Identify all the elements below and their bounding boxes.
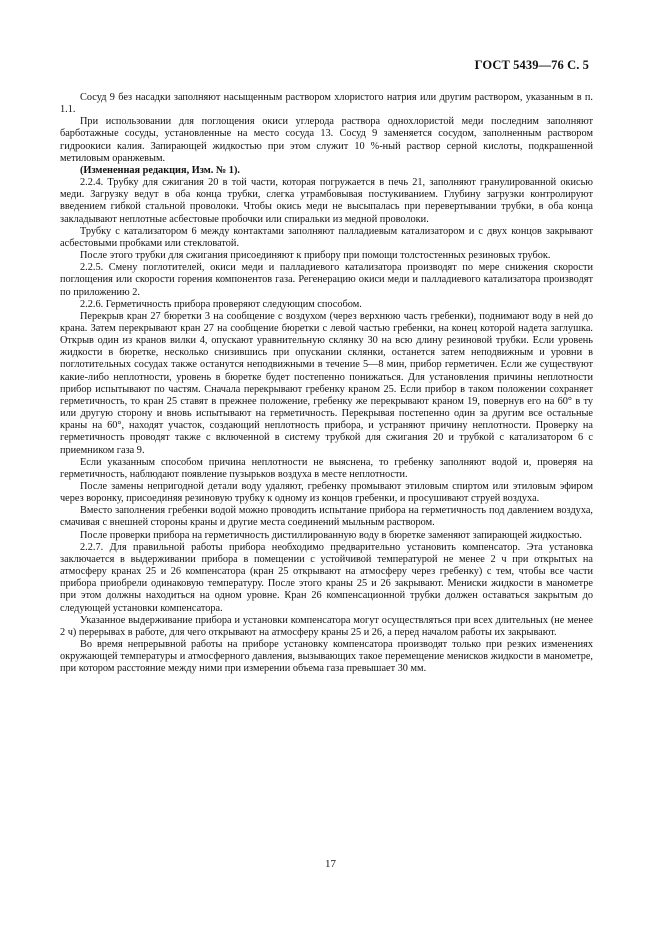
paragraph: Если указанным способом причина неплотности не выяснена, то гребенку заполняют водой и, проверяя на герметичность, наблюдают появление пузырьков воздуха в месте неплотности. xyxy=(60,456,593,480)
amendment-note: (Измененная редакция, Изм. № 1). xyxy=(80,164,240,176)
page-header: ГОСТ 5439—76 С. 5 xyxy=(474,58,589,72)
paragraph: После замены непригодной детали воду удаляют, гребенку промывают этиловым спиртом или этиловым эфиром через воронку, присоединяя резиновую трубку к одному из концов гребенки, и просушивают струей воздуха. xyxy=(60,481,593,505)
paragraph: Указанное выдерживание прибора и установки компенсатора могут осуществляться при всех длительных (не менее 2 ч) перерывах в работе, для чего открывают на атмосферу краны 25 и 26, а перед началом работы их закрывают. xyxy=(60,614,593,638)
paragraph: 2.2.4. Трубку для сжигания 20 в той части, которая погружается в печь 21, заполняют гранулированной окисью меди. Загрузку ведут в оба конца трубки, слегка утрамбовывая постукиванием. Глубину загрузки контролируют введением гибкой стальной проволоки. Чтобы окись меди не высыпалась при перевертывании трубки, в оба конца закладывают неплотные асбестовые пробочки или спиральки из медной проволоки. xyxy=(60,177,593,225)
paragraph: После проверки прибора на герметичность дистиллированную воду в бюретке заменяют запирающей жидкостью. xyxy=(80,529,582,541)
paragraph: Во время непрерывной работы на приборе установку компенсатора производят только при резких изменениях окружающей температуры и атмосферного давления, вызывающих такое перемещение менисков жидкости в манометре, при котором расстояние между ними при измерении объема газа превышает 30 мм. xyxy=(60,639,593,675)
paragraph: При использовании для поглощения окиси углерода раствора однохлористой меди последним заполняют барботажные сосуды, установленные на место сосуда 13. Сосуд 9 заменяется сосудом, заполненным раствором гидроокиси калия. Запирающей жидкостью при этом служит 10 %-ный раствор серной кислоты, подкрашенной метиловым оранжевым. xyxy=(60,116,593,164)
document-body xyxy=(60,92,593,676)
paragraph: 2.2.6. Герметичность прибора проверяют следующим способом. xyxy=(80,298,362,310)
paragraph: Перекрыв кран 27 бюретки 3 на сообщение с воздухом (через верхнюю часть гребенки), поднимают воду в ней до крана. Затем перекрывают кран 27 на сообщение бюретки с левой частью гребенки, на конец которой надета заглушка. Открыв один из кранов вилки 4, опускают уравнительную склянку 30 на всю длину резиновой трубки. Если уровень жидкости в бюретке, несколько снизившись при опускании склянки, останется затем неподвижным и уровни в поглотительных сосудах также останутся неподвижными в течение 5—8 мин, прибор герметичен. Если же существуют какие-либо неплотности, уровень в бюретке будет постепенно понижаться. Для установления причины неплотности прибор испытывают по частям. Сначала перекрывают гребенку краном 25. Если прибор в таком положении сохраняет герметичность, то кран 25 ставят в прежнее положение, гребенку же перекрывают краном 19, повернув его на 60° в ту или другую сторону и вновь испытывают на герметичность. Перекрывая постепенно один за другим все остальные краны на 60°, находят участок, создающий неплотность прибора, и устраняют причину неплотности. Проверку на герметичность проводят также с включенной в систему трубкой для сжигания 20 и трубкой с катализатором 6 с приемником газа 9. xyxy=(60,310,593,456)
paragraph: После этого трубки для сжигания присоединяют к прибору при помощи толстостенных резиновых трубок. xyxy=(80,250,551,262)
paragraph: 2.2.5. Смену поглотителей, окиси меди и палладиевого катализатора производят по мере снижения скорости поглощения или скорости горения компонентов газа. Регенерацию окиси меди и палладиевого катализатора производят по приложению 2. xyxy=(60,262,593,298)
paragraph: Трубку с катализатором 6 между контактами заполняют палладиевым катализатором и с двух концов закрывают асбестовыми пробками или стекловатой. xyxy=(60,225,593,249)
paragraph: Вместо заполнения гребенки водой можно проводить испытание прибора на герметичность под давлением воздуха, смачивая с внешней стороны краны и другие места соединений мыльным раствором. xyxy=(60,505,593,529)
paragraph: 2.2.7. Для правильной работы прибора необходимо предварительно установить компенсатор. Эта установка заключается в выдерживании прибора в помещении с устойчивой температурой не менее 2 ч при открытых на атмосферу кранах 25 и 26 компенсатора (кран 25 открывают на атмосферу через гребенку) с тем, чтобы все части прибора приобрели одинаковую температуру. После этого краны 25 и 26 закрывают. Мениски жидкости в манометре при этом должны находиться на одном уровне. Кран 26 компенсационной трубки должен оставаться закрытым до следующей установки компенсатора. xyxy=(60,541,593,614)
paragraph: Сосуд 9 без насадки заполняют насыщенным раствором хлористого натрия или другим раствором, указанным в п. 1.1. xyxy=(60,92,593,116)
page-number: 17 xyxy=(325,858,336,870)
